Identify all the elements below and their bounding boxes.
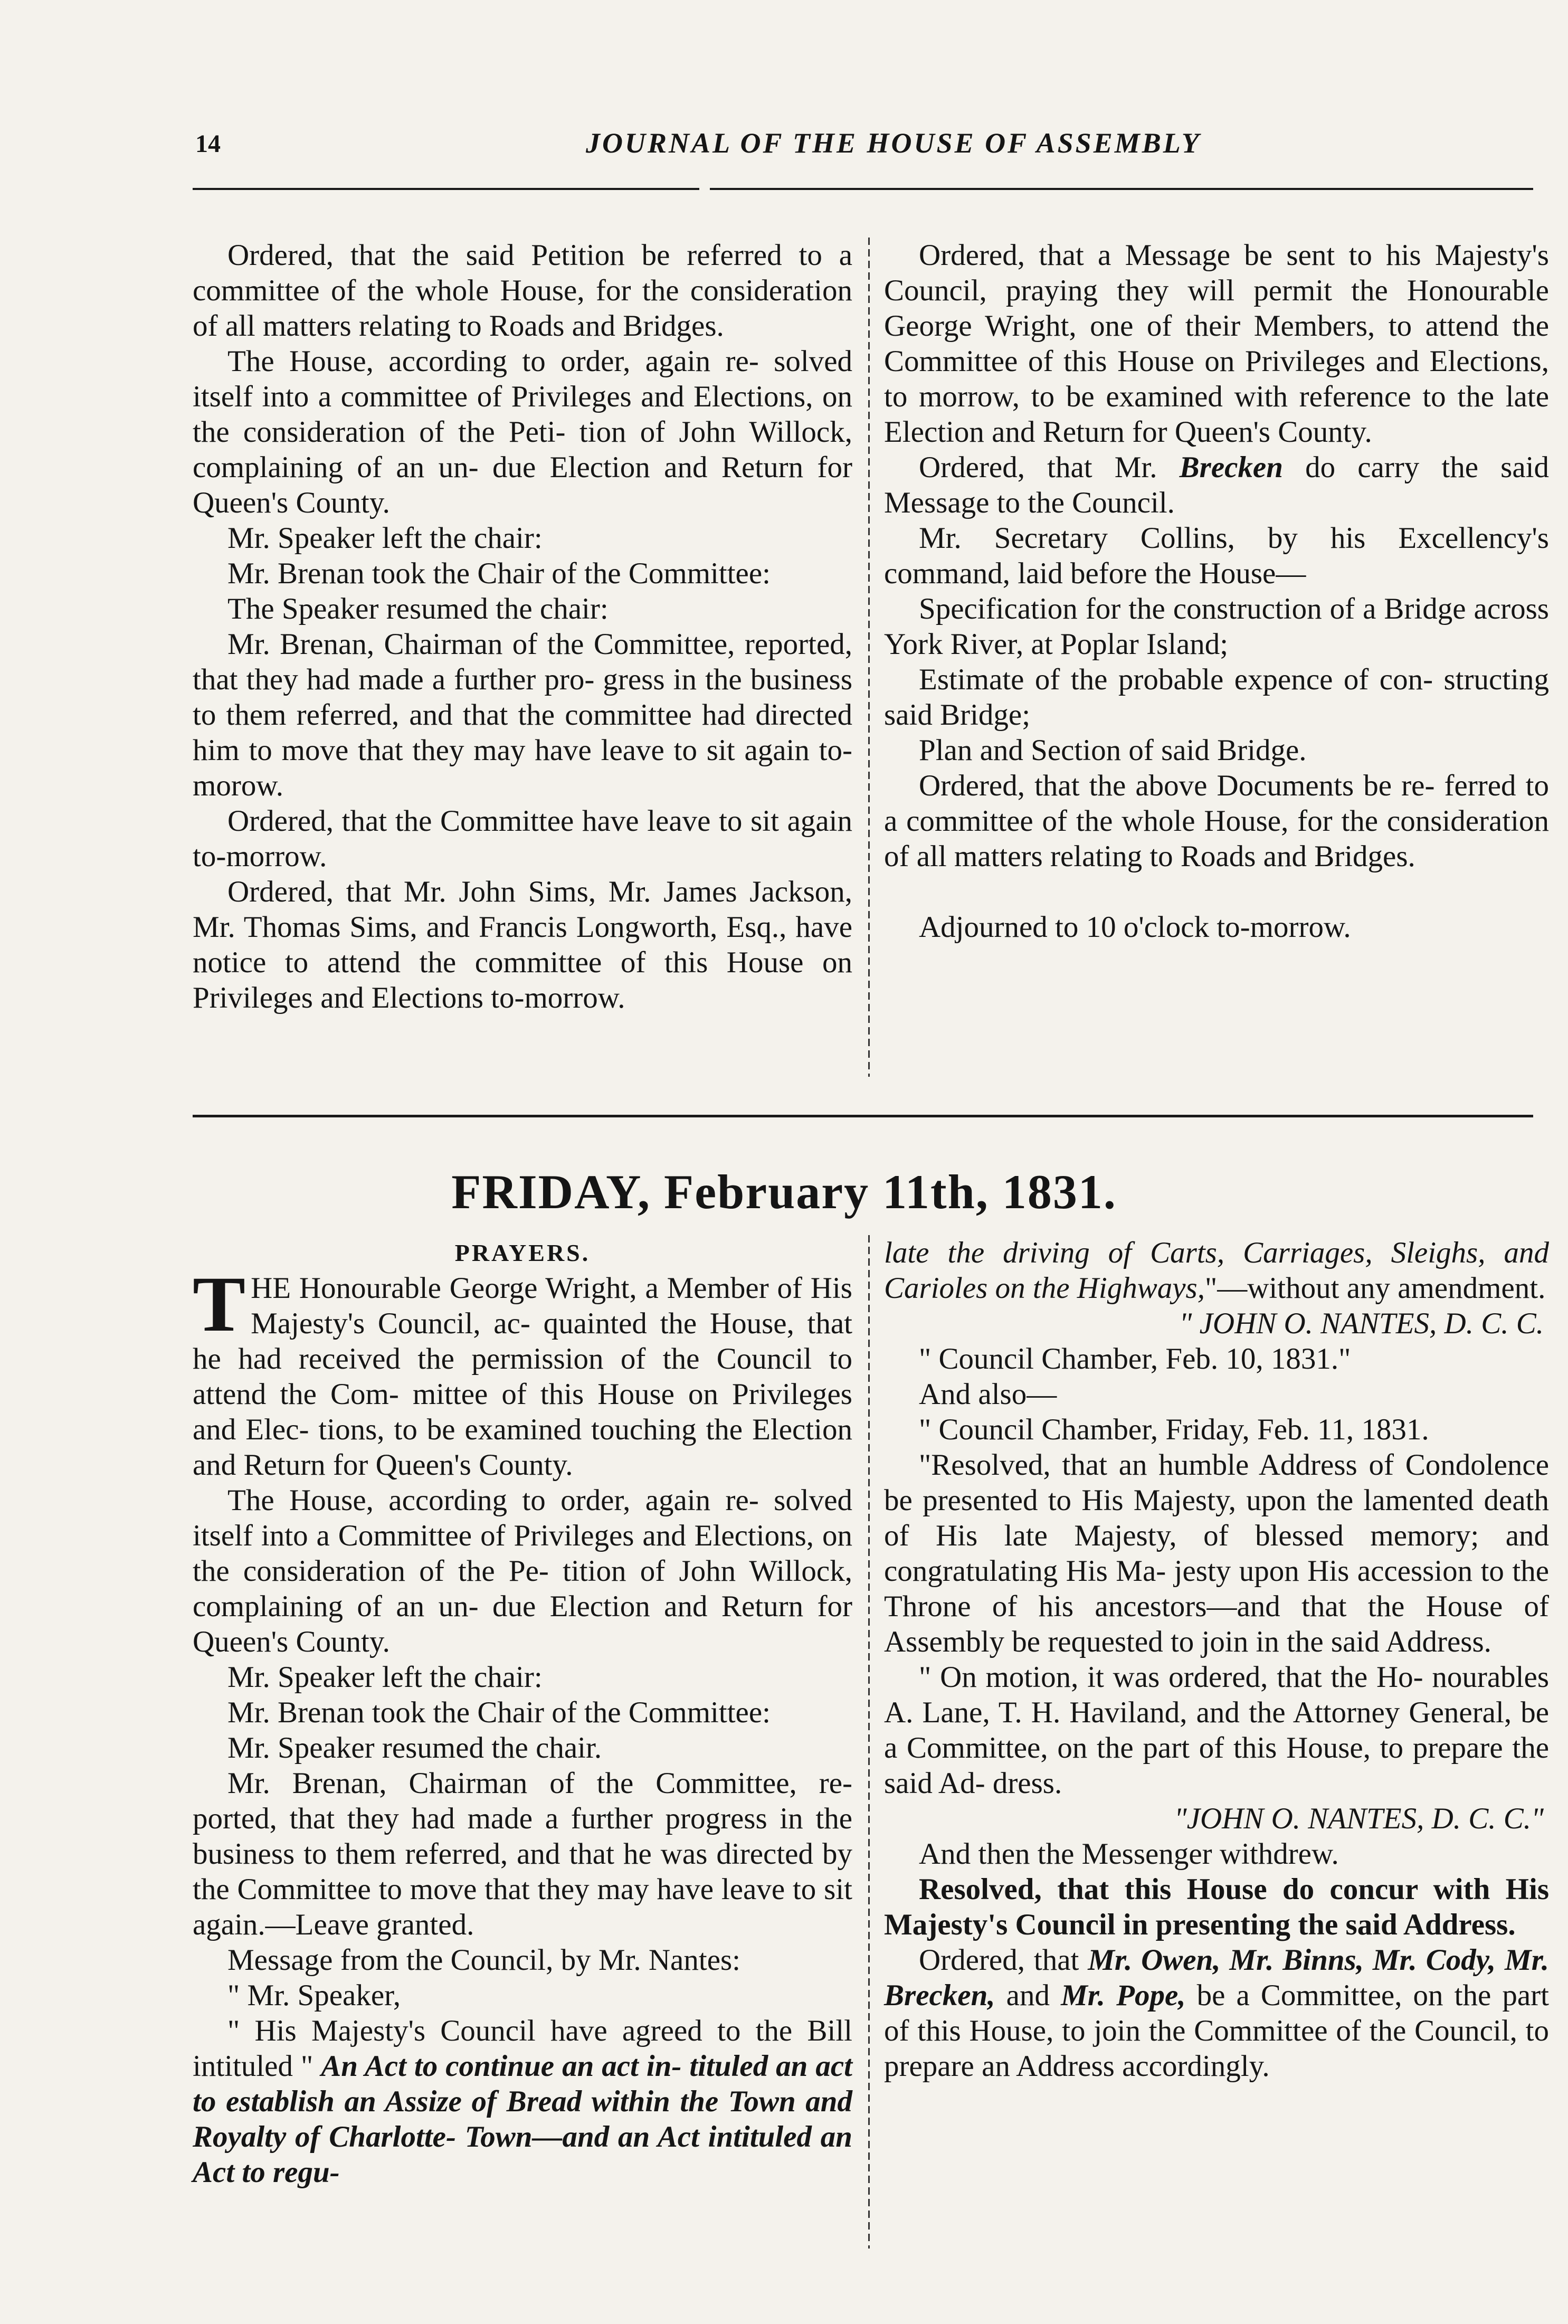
paragraph: Mr. Brenan, Chairman of the Committee, reported, that they had made a further pro- gress in the business to them referred, and that the committee had directed him to move that they may have leave to sit again to-morow. (193, 628, 852, 802)
prayers-heading: PRAYERS. (454, 1239, 591, 1266)
paragraph: Mr. Brenan took the Chair of the Committee: (227, 1696, 771, 1729)
text: and (995, 1979, 1061, 2012)
paragraph: Ordered, that the above Documents be re- ferred to a committee of the whole House, for the consideration of all matters relating to Roads and Bridges. (884, 769, 1549, 873)
column-divider-bottom (868, 1235, 870, 2249)
paragraph: Specification for the construction of a Bridge across York River, at Poplar Island; (884, 592, 1549, 661)
paragraph: " Council Chamber, Friday, Feb. 11, 1831. (919, 1413, 1429, 1446)
member-name: Brecken (1179, 451, 1283, 484)
paragraph: Resolved, that this House do concur with His Majesty's Council in presenting the said Address. (884, 1873, 1549, 1941)
text: be a Committee, on the part of this House, to join the Committee of the Council, to prepare an Address accordingly. (884, 1979, 1549, 2083)
text: " His Majesty's Council have agreed to the Bill intituled " (193, 2014, 852, 2083)
paragraph: Mr. Speaker left the chair: (227, 1661, 543, 1694)
paragraph: And also— (919, 1378, 1057, 1411)
header-rule-right (710, 188, 1533, 190)
bottom-right-column (884, 1235, 1549, 2084)
section-rule (193, 1115, 1533, 1117)
paragraph: The House, according to order, again re- solved itself into a Committee of Privileges and Elections, on the consideration of the Pe- tition of John Willock, complaining of an un- due Election and Return for Queen's County. (193, 1484, 852, 1658)
column-divider-top (868, 238, 870, 1077)
paragraph: Mr. Brenan took the Chair of the Committee: (227, 557, 771, 590)
paragraph: Ordered, that the said Petition be referred to a committee of the whole House, for the consideration of all matters relating to Roads and Bridges. (193, 239, 852, 343)
day-heading: FRIDAY, February 11th, 1831. (451, 1165, 1117, 1219)
paragraph (884, 1235, 1549, 1306)
top-left-column (193, 238, 852, 1016)
bill-title: late the driving of Carts, Carriages, Sleighs, and Carioles on the Highways, (884, 1236, 1549, 1305)
paragraph: " Mr. Speaker, (227, 1979, 401, 2012)
top-right-column (884, 238, 1549, 945)
paragraph: And then the Messenger withdrew. (919, 1837, 1339, 1871)
header-rule-left (193, 188, 699, 190)
text: "—without any amendment. (1205, 1272, 1546, 1305)
paragraph (884, 450, 1549, 520)
signature: "JOHN O. NANTES, D. C. C." (1174, 1802, 1544, 1835)
paragraph: Message from the Council, by Mr. Nantes: (227, 1943, 741, 1977)
paragraph: Mr. Speaker resumed the chair. (227, 1731, 602, 1765)
paragraph: " Council Chamber, Feb. 10, 1831." (919, 1342, 1351, 1376)
paragraph: Plan and Section of said Bridge. (919, 734, 1307, 767)
member-names: Mr. Owen, Mr. Binns, Mr. Cody, Mr. Brecken, (884, 1943, 1550, 2012)
page-number: 14 (195, 130, 221, 158)
paragraph: The House, according to order, again re- solved itself into a committee of Privileges and Elections, on the consideration of the Peti- tion of John Willock, complaining of an un- due Election and Return for Queen's County. (193, 345, 852, 519)
text: do carry the said Message to the Council. (884, 451, 1549, 519)
member-name: Mr. Pope, (1061, 1979, 1186, 2012)
bill-title: An Act to continue an act in- tituled an act to establish an Assize of Bread within the Town and Royalty of Charlotte- Town—and an Act intituled an Act to regu- (193, 2050, 852, 2189)
paragraph: Mr. Brenan, Chairman of the Committee, re- ported, that they had made a further progress in the business to them referred, and that he was directed by the Committee to move that they may have leave to sit again.—Leave granted. (193, 1767, 852, 1941)
text: Ordered, that (919, 1943, 1088, 1977)
paragraph (884, 1942, 1549, 2084)
paragraph: Estimate of the probable expence of con- structing said Bridge; (884, 663, 1549, 732)
paragraph: Ordered, that a Message be sent to his Majesty's Council, praying they will permit the Honourable George Wright, one of their Members, to attend the Committee of this House on Privileges and Elections, to morrow, to be examined with reference to the late Election and Return for Queen's County. (884, 239, 1549, 449)
paragraph: "Resolved, that an humble Address of Condolence be presented to His Majesty, upon the lamented death of His late Majesty, of blessed memory; and congratulating His Ma- jesty upon His accession to the Throne of his ancestors—and that the House of Assembly be requested to join in the said Address. (884, 1448, 1549, 1658)
bottom-left-column (193, 1235, 852, 2190)
paragraph: Mr. Speaker left the chair: (227, 521, 543, 555)
paragraph: Ordered, that Mr. John Sims, Mr. James Jackson, Mr. Thomas Sims, and Francis Longworth, Esq., have notice to attend the committee of this House on Privileges and Elections to-morrow. (193, 875, 852, 1014)
text: Ordered, that Mr. (919, 451, 1180, 484)
paragraph: Mr. Secretary Collins, by his Excellency's command, laid before the House— (884, 521, 1549, 590)
paragraph (193, 2013, 852, 2190)
paragraph: Ordered, that the Committee have leave to sit again to-morrow. (193, 804, 852, 873)
running-title: JOURNAL OF THE HOUSE OF ASSEMBLY (586, 127, 1201, 159)
text: HE Honourable George Wright, a Member of His Majesty's Council, ac- quainted the House, that he had received the permission of the Council to attend the Com- mittee of this House on Privileges and Elec- tions, to be examined touching the Election and Return for Queen's County. (193, 1272, 852, 1482)
signature: " JOHN O. NANTES, D. C. C. (1179, 1307, 1544, 1340)
paragraph: The Speaker resumed the chair: (227, 592, 609, 625)
paragraph (193, 1260, 852, 1483)
paragraph: " On motion, it was ordered, that the Ho- nourables A. Lane, T. H. Haviland, and the Attorney General, be a Committee, on the part of this House, to prepare the said Ad- dress. (884, 1661, 1549, 1800)
adjournment-line: Adjourned to 10 o'clock to-morrow. (919, 910, 1351, 944)
drop-cap: T (193, 1260, 246, 1348)
